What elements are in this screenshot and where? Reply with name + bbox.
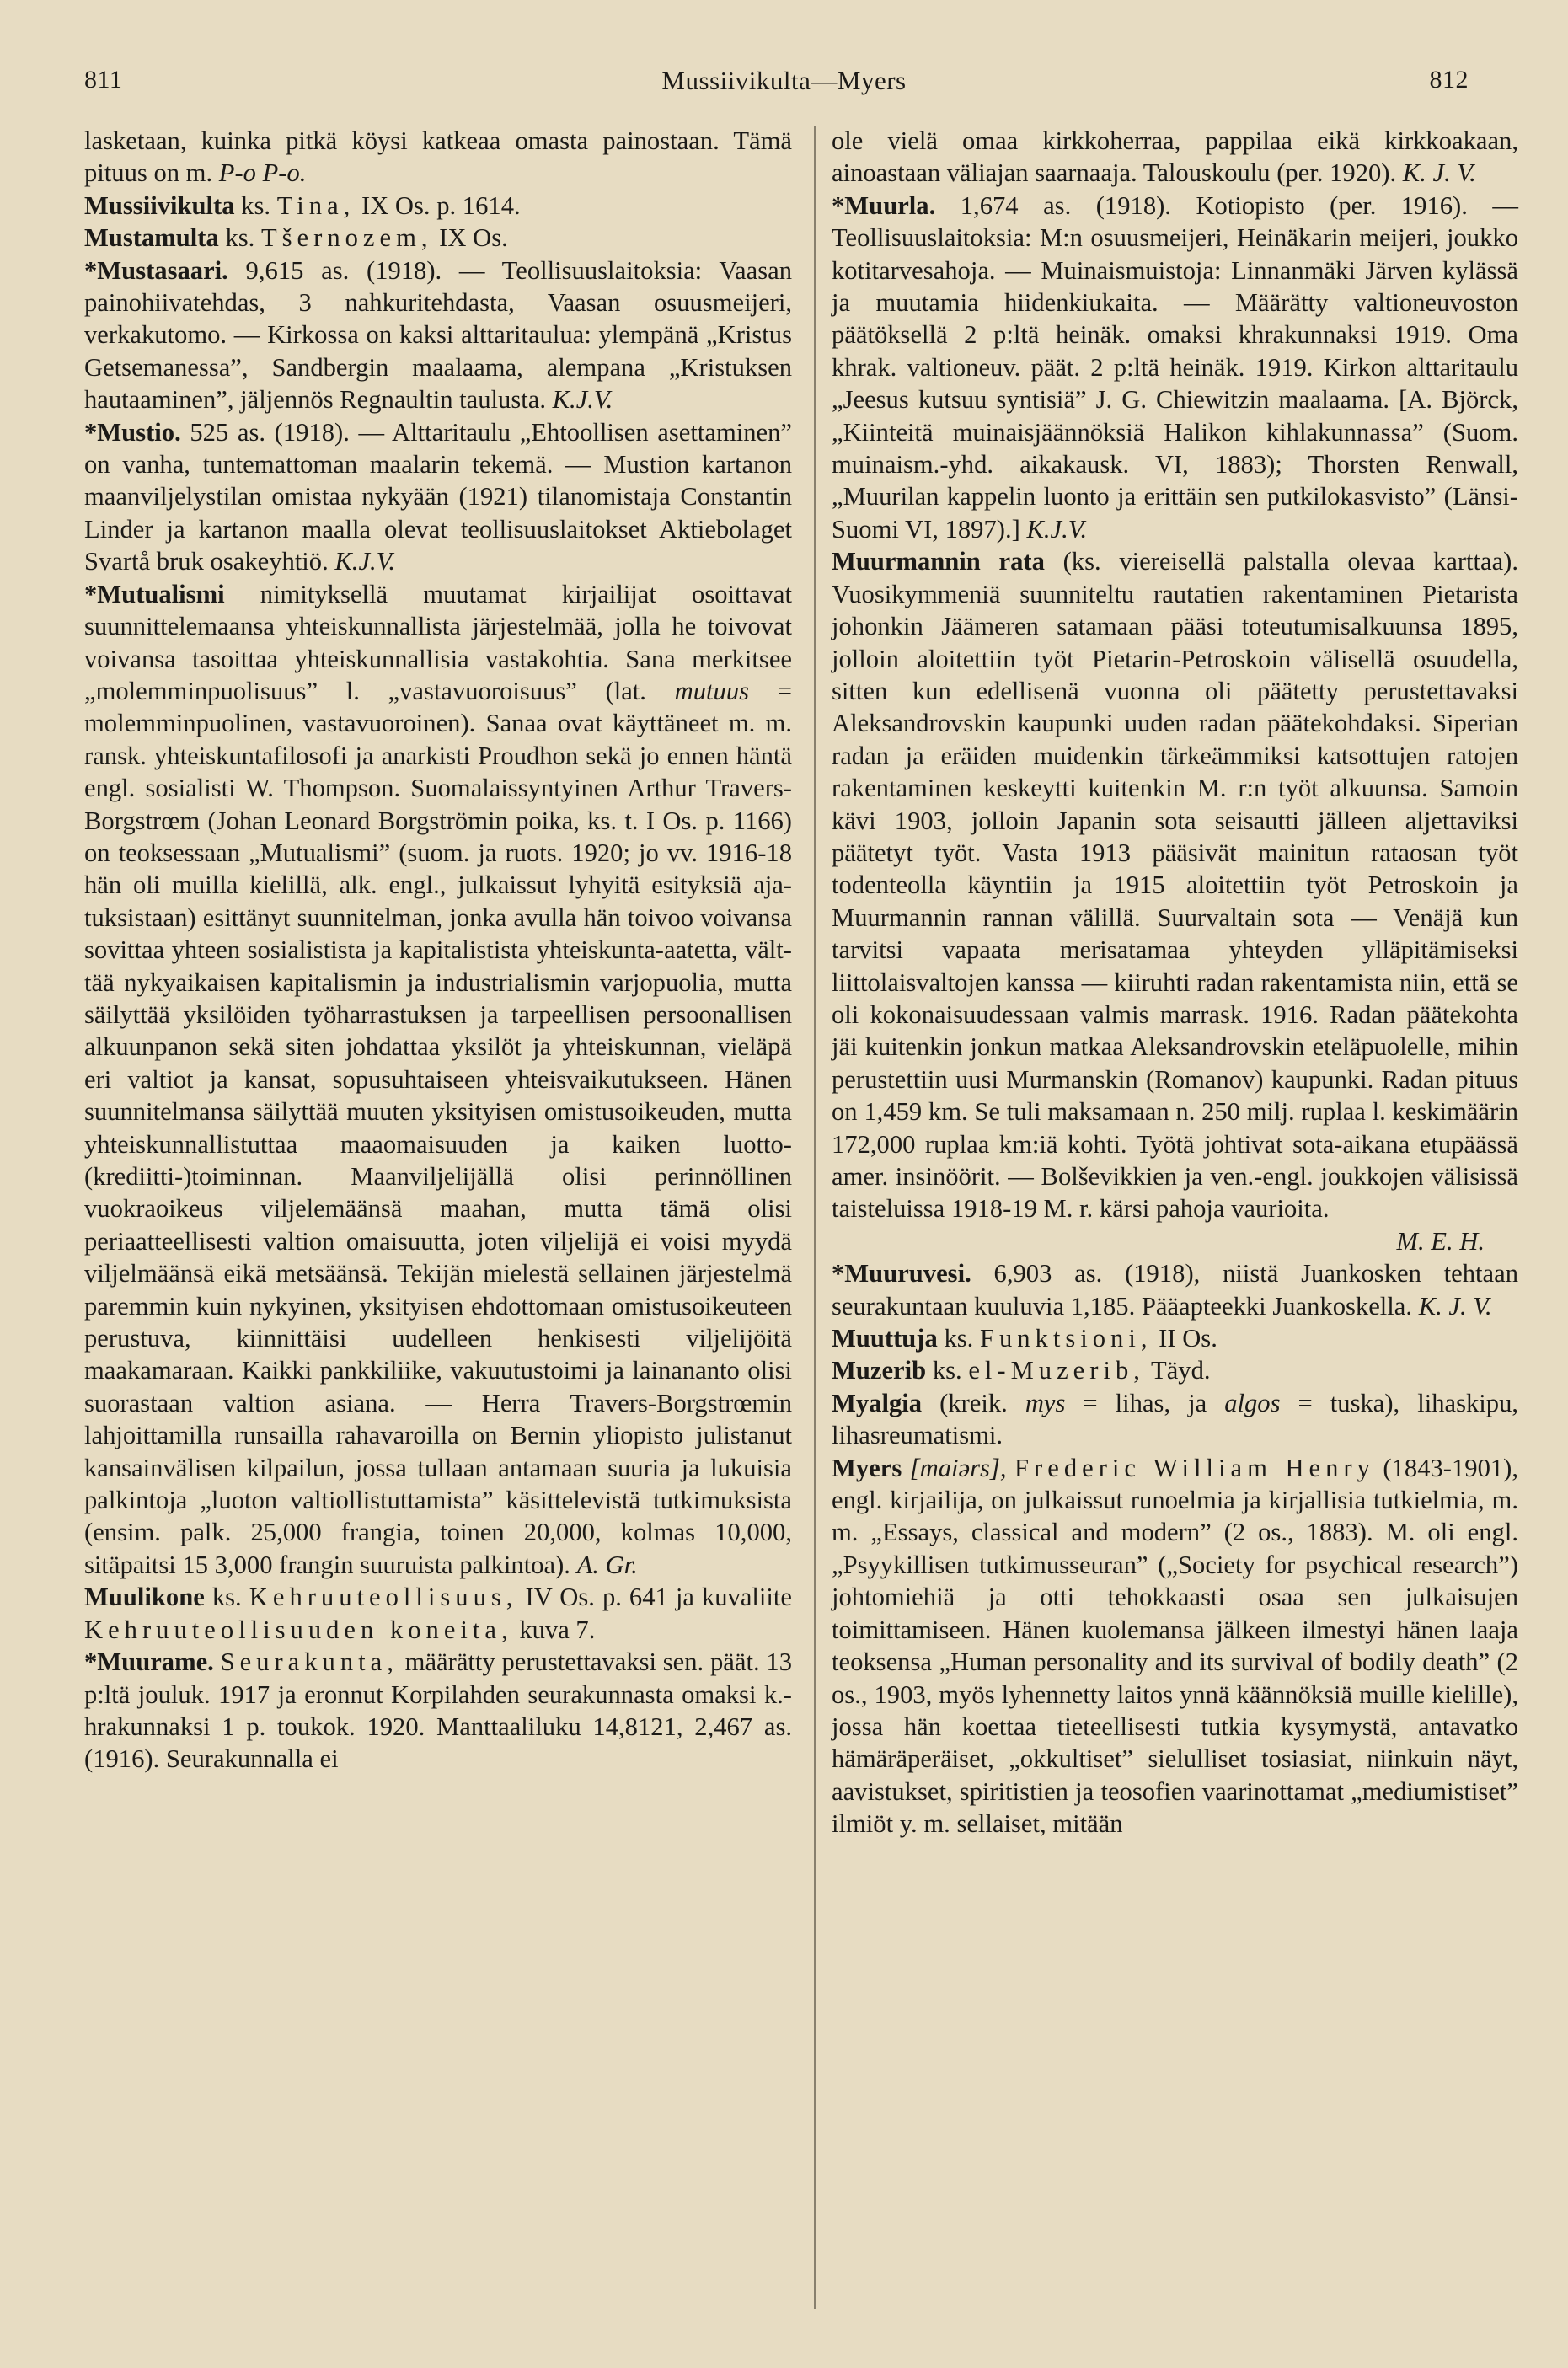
page-number-left: 811 <box>84 66 123 94</box>
headword: *Mustio. <box>84 417 181 447</box>
entry-mussiivikulta: Mussiivikulta ks. Tina, IX Os. p. 1614. <box>84 190 521 220</box>
headword: Mussiivikulta <box>84 190 235 220</box>
signature: A. Gr. <box>576 1550 638 1579</box>
entry-mustamulta: Mustamulta ks. Tšernozem, IX Os. <box>84 223 508 253</box>
entry-mustio: *Mustio. 525 as. (1918). — Alttaritaulu „Ehtoollisen asettaminen” on vanha, tuntemattoman maalarin tekemä. — Mustion kartanon maanviljelystilan omistaa nykyään (1921) tilanomistaja Constantin Linder ja kartanon maalla olevat teollisuuslaitokset Aktiebolaget Svartå bruk osakeyhtiö. K.J.V. <box>84 417 792 576</box>
signature: K.J.V. <box>1026 514 1088 544</box>
signature: K.J.V. <box>552 385 613 415</box>
cross-reference: Seurakunta, <box>220 1647 399 1677</box>
signature: K. J. V. <box>1418 1291 1492 1321</box>
full-name: Frederic William Henry <box>1014 1453 1375 1482</box>
signature: K. J. V. <box>1402 158 1476 188</box>
entry-muurmannin-rata: Muurmannin rata (ks. viereisellä palstalla olevaa karttaa). Vuosikymmeniä suunniteltu rautatien rakentaminen Pietarista johonkin Jäämeren satamaan pääsi toteutumisalkuunsa 1895, jolloin aloitettiin työt Pietarin-Petroskoin välisellä osuudella, sitten kun edellisenä vuonna oli päätetty perustettavaksi Aleksandrovskin kaupunki uuden radan päätekohdaksi. Siperian radan ja eräiden muidenkin tärkeämmiksi katsottujen ratojen rakentaminen keskeytti kuitenkin M. r:n työt alkuunsa. Samoin kävi 1903, jolloin Japanin sota seisautti jälleen aljettaviksi päätetyt työt. Vasta 1913 pääsivät mainitun rataosan työt todenteolla käyntiin ja 1915 aloitettiin työt Petroskoin ja Muurmannin rannan välillä. Suurvaltain sota — Venäjä kun tarvitsi vapaata merisatamaa yhteyden ylläpitämiseksi liittolaisvaltojen kanssa — kiiruhti radan rakentamista niin, että se oli kokonaisuudessaan valmis marrask. 1916. Radan päätekohta jäi kuitenkin jonkun matkaa Aleksandrovskin eteläpuolelle, mihin perustettiin uusi Murmanskin (Romanov) kaupunki. Radan pituus on 1,459 km. Se tuli maksamaan n. 250 milj. ruplaa l. keskimäärin 172,000 ruplaa km:iä kohti. Työtä johtivat sota-aikana etupäässä amer. insinöörit. — Bolševikkien ja ven.-engl. joukkojen välisissä taisteluissa 1918-19 M. r. kärsi pahoja vaurioita. M. E. H. <box>832 545 1518 1257</box>
cross-reference: Kehruuteollisuus, <box>249 1583 518 1612</box>
headword: Muuttuja <box>832 1324 938 1353</box>
entry-myalgia: Myalgia (kreik. mys = lihas, ja algos = tuska), lihaskipu, lihasreumatismi. <box>832 1388 1519 1450</box>
entry-muuttuja: Muuttuja ks. Funktsioni, II Os. <box>832 1324 1217 1353</box>
pronunciation: [maiərs], <box>909 1453 1007 1482</box>
signature: M. E. H. <box>1396 1226 1485 1256</box>
headword: Mustamulta <box>84 223 219 253</box>
cross-reference: Funktsioni, <box>979 1324 1153 1353</box>
headword: Myalgia <box>832 1388 923 1417</box>
headword: *Muuruvesi. <box>832 1259 971 1288</box>
entry-continuation: ole vielä omaa kirkkoherraa, pappilaa eikä kirkkoakaan, ainoastaan väliajan saarnaaja. Talouskoulu (per. 1920). K. J. V. <box>832 126 1518 188</box>
cross-reference: Tina, <box>276 190 356 220</box>
headword: *Mutualismi <box>84 579 225 608</box>
headword: Myers <box>832 1453 902 1482</box>
entry-muulikone: Muulikone ks. Kehruuteollisuus, IV Os. p. 641 ja kuvaliite Kehruuteollisuuden koneita, kuva 7. <box>84 1583 793 1644</box>
column-divider <box>814 126 816 2309</box>
headword: *Muurla. <box>832 190 936 220</box>
entry-muurla: *Muurla. 1,674 as. (1918). Kotiopisto (per. 1916). — Teollisuuslaitoksia: M:n osuusmeijeri, Heinäkarin meijeri, joukko kotitarvesahoja. — Muinaismuistoja: Linnanmäki Järven kylässä ja muutamia hiidenkiukaita. — Määrätty valtioneuvoston päätöksellä 2 p:ltä heinäk. omaksi khrakunnaksi 1919. Oma khrak. valtioneuv. päät. 2 p:ltä heinäk. 1919. Kirkon alttaritaulu „Jeesus kutsuu syntisiä” J. G. Chiewitzin maalaama. [A. Björck, „Kiinteitä muinaisjäännöksiä Halikon kihlakunnassa” (Suom. muinaism.-yhd. aikakausk. VI, 1883); Thorsten Renwall, „Muurilan kappelin luonto ja erittäin sen putkilokasvisto” (Länsi-Suomi VI, 1897).] K.J.V. <box>832 190 1518 544</box>
headword: Muurmannin rata <box>832 547 1045 576</box>
headword: Muulikone <box>84 1583 205 1612</box>
entry-continuation: lasketaan, kuinka pitkä köysi katkeaa omasta painostaan. Tämä pituus on m. P-o P-o. <box>84 126 792 188</box>
signature: K.J.V. <box>334 547 396 576</box>
page-number-right: 812 <box>1429 66 1469 94</box>
cross-reference: el-Muzerib, <box>968 1356 1145 1385</box>
cross-reference: Kehruuteollisuuden koneita, <box>84 1615 513 1644</box>
entry-muurame: *Muurame. Seurakunta, määrätty perustettavaksi sen. päät. 13 p:ltä jouluk. 1917 ja eronnut Korpilahden seurakunnasta omaksi k.-hrakunnaksi 1 p. toukok. 1920. Manttaaliluku 14,8121, 2,467 as. (1916). Seurakunnalla ei <box>84 1647 792 1774</box>
entry-mustasaari: *Mustasaari. 9,615 as. (1918). — Teollisuuslaitoksia: Vaasan painohiivatehdas, 3 nahkuritehdasta, Vaasan osuusmeijeri, verkakutomo. — Kirkossa on kaksi alttaritaulua: ylempänä „Kristus Getsemanessa”, Sandbergin maalaama, alempana „Kristuksen hautaaminen”, jäljennös Regnaultin taulusta. K.J.V. <box>84 255 792 415</box>
signature: P-o P-o. <box>218 158 307 188</box>
running-head: Mussiivikulta—Myers <box>661 66 907 95</box>
entry-myers: Myers [maiərs], Frederic William Henry (1843-1901), engl. kirjailija, on julkaissut runoelmia ja kirjallisia tutkielmia, m. m. „Essays, classical and modern” (2 os., 1883). M. oli engl. „Psyykillisen tutkimusseuran” („Society for psychical research”) johtomiehiä ja otti tehokkaasti osaa sen julkaisujen toimittamiseen. Hänen kuolemansa jälkeen ilmestyi hänen laaja teoksensa „Human personality and its survival of bodily death” (2 os., 1903, myös lyhennetty laitos ynnä käännöksiä muille kielille), jossa hän koettaa tieteellisesti tutkia kysymystä, antavatko hämäräperäiset, „okkultiset” sielulliset tosiasiat, niinkuin näyt, aavistukset, spiritistien ja teosofien vaarinottamat „mediumistiset” ilmiöt y. m. sellaiset, mitään <box>832 1453 1519 1839</box>
headword: *Mustasaari. <box>84 255 228 285</box>
entry-mutualismi: *Mutualismi nimityksellä muutamat kirjailijat osoittavat suunnittelemaansa yhteiskunnallista järjestelmää, jolla he toivovat voivansa tasoittaa yhteiskunnallisia vastakohtia. Sana merkitsee „molemminpuolisuus” l. „vastavuoroisuus” (lat. mutuus = molemminpuolinen, vastavuoroinen). Sanaa ovat käyttäneet m. m. ransk. yhteiskuntafilosofi ja anarkisti Proudhon sekä jo ennen häntä engl. sosialisti W. Thompson. Suomalaissyntyinen Arthur Travers-Borgstrœm (Johan Leonard Borgströmin poika, ks. t. I Os. p. 1166) on teoksessaan „Mutualismi” (suom. ja ruots. 1920; jo vv. 1916-18 hän oli muilla kielillä, alk. engl., julkaissut lyhyitä esityksiä ajatuksistaan) esittänyt suunnitelman, jonka avulla hän toivoo voivansa sovittaa yhteen sosialistista ja kapitalistista yhteiskunta-aatetta, välttää nykyaikaisen kapitalismin ja industrialismin varjopuolia, mutta säilyttää yksilöiden työharrastuksen ja tarpeellisen persoonallisen alkuunpanon sekä siten johdattaa yksilöt ja yhteiskunnan, vieläpä eri valtiot ja kansat, sopusuhtaiseen yhteisvaikutukseen. Hänen suunnitelmansa säilyttää muuten yksityisen omistusoikeuden, mutta yhteiskunnallistuttaa maaomaisuuden ja kaiken luotto-(krediitti-)toiminnan. Maanviljelijällä olisi perinnöllinen vuokraoikeus viljelemäänsä maahan, mutta tämä olisi periaatteellisesti valtion omaisuutta, joten viljelijä ei voisi myydä viljelmäänsä eikä metsäänsä. Tekijän mielestä sellainen järjestelmä paremmin kuin nykyinen, yksityisen ehdottomaan omistusoikeuteen perustuva, kiinnittäisi uudelleen henkisesti viljelijöitä maakamaraan. Kaikki pankkiliike, vakuutustoimi ja lainananto olisi suorastaan valtion asiana. — Herra Travers-Borgstrœmin lahjoittamilla runsailla rahavaroilla on Bernin yliopisto julistanut kansainvälisen kilpailun, jossa tullaan antamaan suuria ja lukuisia palkintoja „luoton valtiollistuttamista” käsittelevistä tutkimuksista (ensim. palk. 25,000 frangia, toinen 20,000, kolmas 10,000, sitäpaitsi 15 3,000 frangin suuruista palkintoa). A. Gr. <box>84 579 793 1579</box>
entry-muuruvesi: *Muuruvesi. 6,903 as. (1918), niistä Juankosken tehtaan seurakuntaan kuuluvia 1,185. Pääapteekki Juankoskella. K. J. V. <box>832 1259 1518 1321</box>
headword: Muzerib <box>832 1356 927 1385</box>
headword: *Muurame. <box>84 1647 214 1677</box>
entry-muzerib: Muzerib ks. el-Muzerib, Täyd. <box>832 1356 1211 1385</box>
right-column <box>832 125 1518 1840</box>
left-column <box>84 125 792 1776</box>
cross-reference: Tšernozem, <box>260 223 433 253</box>
